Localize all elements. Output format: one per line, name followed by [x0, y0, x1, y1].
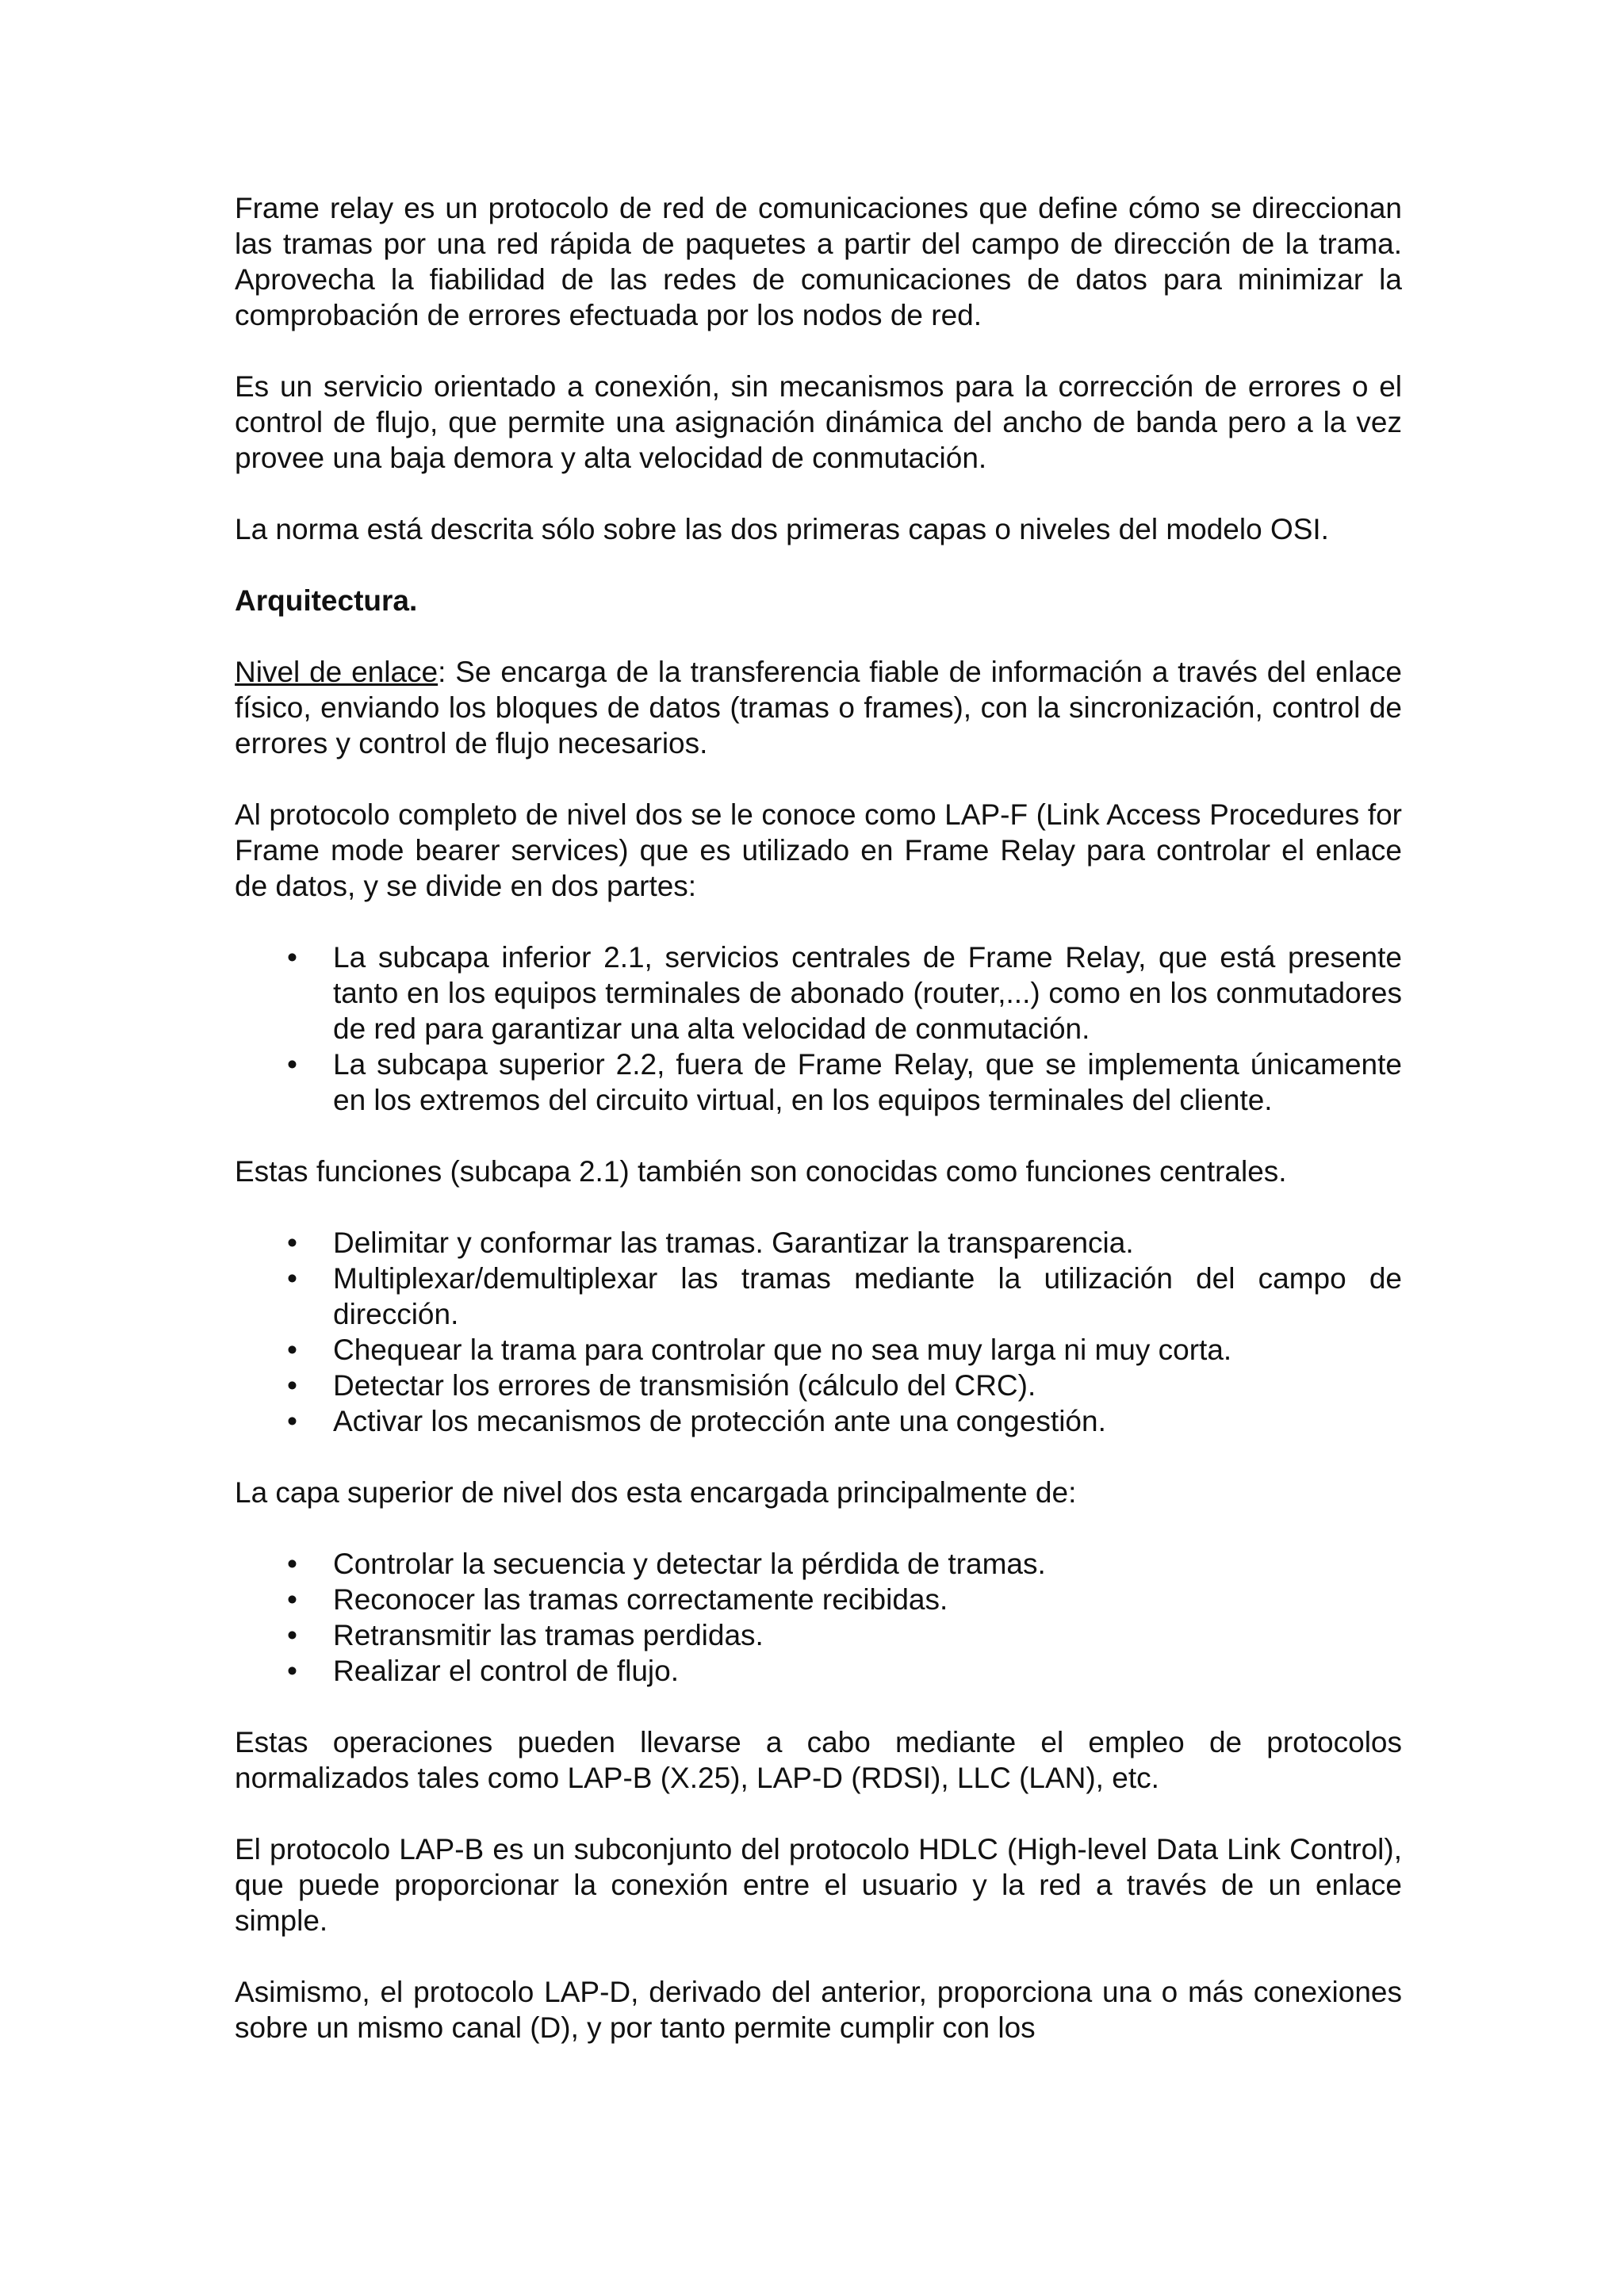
- bullet-icon: •: [287, 1655, 297, 1687]
- list-item: [235, 1403, 1402, 1439]
- list-item: [235, 1047, 1402, 1118]
- paragraph-operaciones: Estas operaciones pueden llevarse a cabo mediante el empleo de protocolos normalizados tales como LAP-B (X.25), LAP-D (RDSI), LLC (LAN), etc.: [235, 1726, 1402, 1794]
- paragraph-intro: Frame relay es un protocolo de red de comunicaciones que define cómo se direccionan las tramas por una red rápida de paquetes a partir del campo de dirección de la trama. Aprovecha la fiabilidad de las redes de comunicaciones de datos para minimizar la comprobación de errores efectuada por los nodos de red.: [235, 192, 1402, 331]
- list-item: [235, 1368, 1402, 1403]
- nivel-enlace-label: Nivel de enlace: [235, 656, 439, 688]
- list-item-text: Multiplexar/demultiplexar las tramas mediante la utilización del campo de dirección.: [333, 1262, 1402, 1330]
- paragraph-nivel-enlace: [235, 654, 1402, 761]
- bullet-icon: •: [287, 1334, 297, 1366]
- nivel-enlace-text: : Se encarga de la transferencia fiable de información a través del enlace físico, enviando los bloques de datos (tramas o frames), con la sincronización, control de errores y control de flujo necesarios.: [235, 656, 1402, 760]
- list-item: [235, 1261, 1402, 1332]
- list-subcapas: [235, 939, 1402, 1118]
- paragraph-lapb: El protocolo LAP-B es un subconjunto del protocolo HDLC (High-level Data Link Control), que puede proporcionar la conexión entre el usuario y la red a través de un enlace simple.: [235, 1833, 1402, 1937]
- paragraph-lapf: Al protocolo completo de nivel dos se le conoce como LAP-F (Link Access Procedures for Frame mode bearer services) que es utilizado en Frame Relay para controlar el enlace de datos, y se divide en dos partes:: [235, 798, 1402, 902]
- paragraph-funciones: Estas funciones (subcapa 2.1) también son conocidas como funciones centrales.: [235, 1155, 1287, 1188]
- list-item-text: Controlar la secuencia y detectar la pérdida de tramas.: [333, 1548, 1046, 1580]
- bullet-icon: •: [287, 1583, 297, 1616]
- list-item-text: Detectar los errores de transmisión (cálculo del CRC).: [333, 1369, 1036, 1402]
- bullet-icon: •: [287, 1262, 297, 1295]
- list-item-text: La subcapa superior 2.2, fuera de Frame Relay, que se implementa únicamente en los extremos del circuito virtual, en los equipos terminales del cliente.: [333, 1048, 1402, 1116]
- bullet-icon: •: [287, 1369, 297, 1402]
- bullet-icon: •: [287, 1619, 297, 1651]
- paragraph-capa-superior: La capa superior de nivel dos esta encargada principalmente de:: [235, 1476, 1077, 1509]
- list-item: [235, 1617, 1402, 1653]
- bullet-icon: •: [287, 1405, 297, 1437]
- list-funciones-centrales: [235, 1225, 1402, 1439]
- paragraph-servicio: Es un servicio orientado a conexión, sin mecanismos para la corrección de errores o el control de flujo, que permite una asignación dinámica del ancho de banda pero a la vez provee una baja demora y alta velocidad de conmutación.: [235, 370, 1402, 474]
- list-item: [235, 1332, 1402, 1368]
- bullet-icon: •: [287, 1048, 297, 1081]
- list-item-text: Activar los mecanismos de protección ante una congestión.: [333, 1405, 1106, 1437]
- bullet-icon: •: [287, 1226, 297, 1259]
- list-item-text: Retransmitir las tramas perdidas.: [333, 1619, 764, 1651]
- list-item-text: Realizar el control de flujo.: [333, 1655, 679, 1687]
- list-item: [235, 1653, 1402, 1689]
- bullet-icon: •: [287, 1548, 297, 1580]
- list-capa-superior: [235, 1546, 1402, 1689]
- section-heading-arquitectura: Arquitectura.: [235, 584, 418, 617]
- list-item: [235, 1546, 1402, 1582]
- document-page: [235, 190, 1402, 2081]
- list-item: [235, 939, 1402, 1047]
- paragraph-lapd: Asimismo, el protocolo LAP-D, derivado del anterior, proporciona una o más conexiones sobre un mismo canal (D), y por tanto permite cumplir con los: [235, 1976, 1402, 2044]
- list-item: [235, 1582, 1402, 1617]
- paragraph-norma: La norma está descrita sólo sobre las dos primeras capas o niveles del modelo OSI.: [235, 513, 1329, 545]
- list-item-text: La subcapa inferior 2.1, servicios centrales de Frame Relay, que está presente tanto en los equipos terminales de abonado (router,...) como en los conmutadores de red para garantizar una alta velocidad de conmutación.: [333, 941, 1402, 1045]
- bullet-icon: •: [287, 941, 297, 974]
- list-item-text: Delimitar y conformar las tramas. Garantizar la transparencia.: [333, 1226, 1134, 1259]
- list-item: [235, 1225, 1402, 1261]
- list-item-text: Chequear la trama para controlar que no sea muy larga ni muy corta.: [333, 1334, 1232, 1366]
- list-item-text: Reconocer las tramas correctamente recibidas.: [333, 1583, 948, 1616]
